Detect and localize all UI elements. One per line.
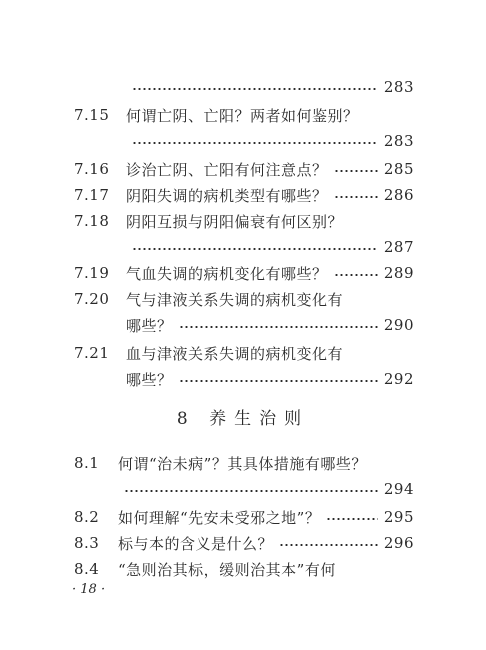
entry-number: 7.21 <box>74 344 110 362</box>
entry-title: 标与本的含义是什么？ <box>118 534 274 553</box>
toc-entry-7-21-cont <box>126 366 414 392</box>
toc-entry-8-4[interactable] <box>74 556 414 582</box>
entry-title: 气与津液关系失调的病机变化有 <box>126 290 344 309</box>
page-number: 286 <box>383 186 414 204</box>
toc-entry-7-20[interactable] <box>74 286 414 312</box>
toc-entry-8-1-leader <box>118 476 414 502</box>
toc-entry-7-20-cont <box>126 312 414 338</box>
entry-title: 血与津液关系失调的病机变化有 <box>126 344 344 363</box>
leader-dots <box>326 517 378 521</box>
toc-entry-7-17[interactable] <box>74 182 414 208</box>
entry-number: 8.4 <box>74 560 100 578</box>
entry-number: 7.16 <box>74 160 110 178</box>
entry-number: 7.17 <box>74 186 110 204</box>
page-number: 290 <box>383 316 414 334</box>
page-number: 287 <box>383 238 414 256</box>
leader-dots <box>334 195 378 199</box>
toc-entry-7-15[interactable] <box>74 102 414 128</box>
leader-dots <box>132 87 378 91</box>
leader-dots <box>334 169 378 173</box>
entry-number: 7.19 <box>74 264 110 282</box>
entry-number: 8.3 <box>74 534 100 552</box>
entry-title: 阴阳失调的病机类型有哪些？ <box>126 186 328 205</box>
entry-title: 气血失调的病机变化有哪些？ <box>126 264 328 283</box>
leader-dots <box>132 141 378 145</box>
entry-number: 7.18 <box>74 212 110 230</box>
page-number: 289 <box>383 264 414 282</box>
entry-title-continued: 哪些？ <box>126 370 173 389</box>
section-heading: 8 养生治则 <box>176 409 310 429</box>
entry-title: “急则治其标，缓则治其本”有何 <box>118 560 336 579</box>
entry-number: 8.2 <box>74 508 100 526</box>
toc-entry-8-2[interactable] <box>74 504 414 530</box>
leader-dots <box>132 247 378 251</box>
entry-title: 如何理解“先安未受邪之地”？ <box>118 508 321 527</box>
page-number: 295 <box>383 508 414 526</box>
toc-entry-7-15-leader <box>126 128 414 154</box>
page-number: 292 <box>383 370 414 388</box>
entry-number: 7.20 <box>74 290 110 308</box>
toc-entry-8-1[interactable] <box>74 450 414 476</box>
footer-page-number: · 18 · <box>72 582 106 597</box>
toc-continuation-line <box>126 74 414 100</box>
entry-title-continued: 哪些？ <box>126 316 173 335</box>
page-number: 285 <box>383 160 414 178</box>
leader-dots <box>334 273 378 277</box>
page-number: 283 <box>383 78 414 96</box>
toc-entry-7-16[interactable] <box>74 156 414 182</box>
entry-number: 7.15 <box>74 106 110 124</box>
leader-dots <box>279 543 378 547</box>
leader-dots <box>179 325 378 329</box>
toc-entry-7-21[interactable] <box>74 340 414 366</box>
entry-number: 8.1 <box>74 454 100 472</box>
entry-title: 诊治亡阴、亡阳有何注意点？ <box>126 160 328 179</box>
toc-entry-8-3[interactable] <box>74 530 414 556</box>
toc-entry-7-19[interactable] <box>74 260 414 286</box>
entry-title: 何谓“治未病”？其具体措施有哪些？ <box>118 454 367 473</box>
leader-dots <box>124 489 378 493</box>
leader-dots <box>179 379 378 383</box>
toc-entry-7-18-leader <box>126 234 414 260</box>
page-number: 294 <box>383 480 414 498</box>
page-number: 283 <box>383 132 414 150</box>
entry-title: 何谓亡阴、亡阳？两者如何鉴别？ <box>126 106 359 125</box>
entry-title: 阴阳互损与阴阳偏衰有何区别？ <box>126 212 344 231</box>
toc-entry-7-18[interactable] <box>74 208 414 234</box>
page-number: 296 <box>383 534 414 552</box>
